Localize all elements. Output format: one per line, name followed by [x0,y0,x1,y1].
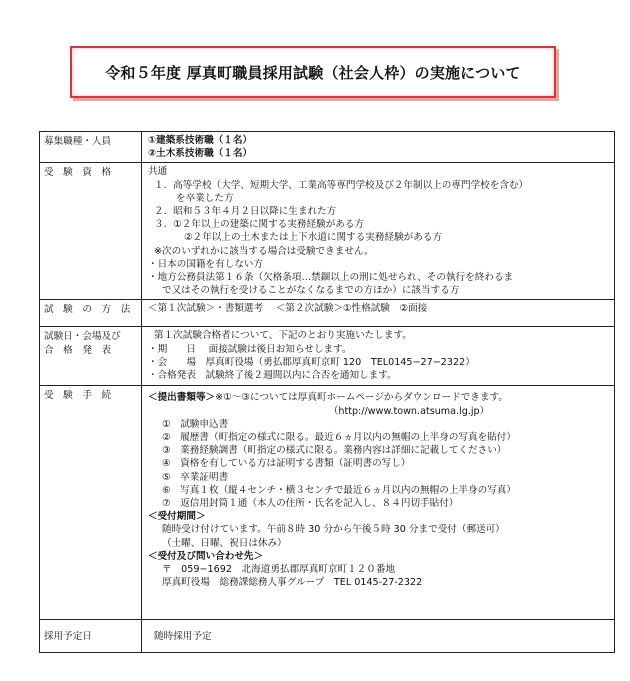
label-method: 試 験 の 方 法 [40,300,142,327]
doc-item: ③ 業務経験調書（町指定の様式に限る。業務内容は詳細に記載してください） [162,445,507,457]
qual-line: ・日本の国籍を有しない方 [148,258,264,270]
row-schedule [40,327,615,386]
title-box [70,46,556,98]
method-line: ＜第１次試験＞・書類選考 ＜第２次試験＞①性格試験 ②面接 [148,303,428,315]
row-positions [40,132,615,163]
label-procedure: 受 験 手 続 [40,386,142,620]
value-schedule [142,327,615,386]
value-positions [142,132,615,163]
docs-heading: ＜提出書類等＞ [148,392,216,404]
docs-note: ※①〜③については厚真町ホームページからダウンロードできます。 [215,392,508,404]
schedule-line: ・期 日 面接試験は後日お知らせします。 [148,343,352,355]
label-qualification: 受 験 資 格 [40,163,142,300]
schedule-line: 第１次試験合格者について、下記のとおり実施いたします。 [154,330,412,342]
homepage-url: （http://www.town.atsuma.lg.jp） [328,405,490,417]
adoption-line: 随時採用予定 [154,630,212,642]
doc-item: ① 試験申込書 [162,418,229,430]
label-adoption: 採用予定日 [40,620,142,653]
qual-line: ②２年以上の土木または上下水道に関する実務経験がある方 [184,232,443,244]
label-schedule: 試験日・会場及び 合 格 発 表 [40,327,142,386]
qual-line: １．高等学校（大学、短期大学、工業高等専門学校及び２年制以上の専門学校を含む） [154,179,529,191]
row-method [40,300,615,327]
qual-line: 共通 [148,166,168,178]
contact-line: 〒 059−1692 北海道勇払郡厚真町京町１２０番地 [162,564,396,576]
qual-line: ３．①２年以上の建築に関する実務経験がある方 [154,219,365,231]
period-heading: ＜受付期間＞ [148,511,206,523]
label-positions: 募集職種・人員 [40,132,142,163]
doc-item: ⑤ 卒業証明書 [162,471,229,483]
doc-item: ④ 資格を有している方は証明する書類（証明書の写し） [162,458,411,470]
value-method [142,300,615,327]
qual-line: で又はその執行を受けることがなくなるまでの方ほか）に該当する方 [162,285,460,297]
doc-item: ② 履歴書（町指定の様式に限る。最近６ヵ月以内の無帽の上半身の写真を貼付） [162,432,516,444]
schedule-line: ・会 場 厚真町役場（勇払郡厚真町京町 120 TEL0145−27−2322） [148,356,475,368]
qual-line: を卒業した方 [176,192,234,204]
doc-item: ⑥ 写真１枚（縦４センチ・横３センチで最近６ヵ月以内の無帽の上半身の写真） [162,484,516,496]
position-2: ②土木系技術職（１名） [148,148,253,160]
qual-line: ２．昭和５３年４月２日以降に生まれた方 [154,206,337,218]
contact-line: 厚真町役場 総務課総務人事グループ TEL 0145-27-2322 [162,577,423,589]
value-procedure [142,386,615,620]
contact-heading: ＜受付及び問い合わせ先＞ [148,550,264,562]
doc-item: ⑦ 返信用封筒１通（本人の住所・氏名を記入し、８４円切手貼付） [162,498,459,510]
period-line: （土曜、日曜、祝日は休み） [162,537,287,549]
row-procedure [40,386,615,620]
recruitment-table [39,131,615,653]
row-adoption [40,620,615,653]
qual-line: ・地方公務員法第１６条（欠格条項…禁錮以上の刑に処せられ、その執行を終わるま [148,272,514,284]
row-qualification [40,163,615,300]
value-qualification [142,163,615,300]
position-1: ①建築系技術職（１名） [148,135,253,146]
schedule-line: ・合格発表 試験終了後２週間以内に合否を通知します。 [148,370,397,382]
period-line: 随時受け付けています。午前８時 30 分から午後５時 30 分まで受付（郵送可） [162,524,505,536]
qual-line: ※次のいずれかに該当する場合は受験できません。 [154,245,374,257]
value-adoption [142,620,615,653]
page-title: 令和５年度 厚真町職員採用試験（社会人枠）の実施について [105,63,521,82]
